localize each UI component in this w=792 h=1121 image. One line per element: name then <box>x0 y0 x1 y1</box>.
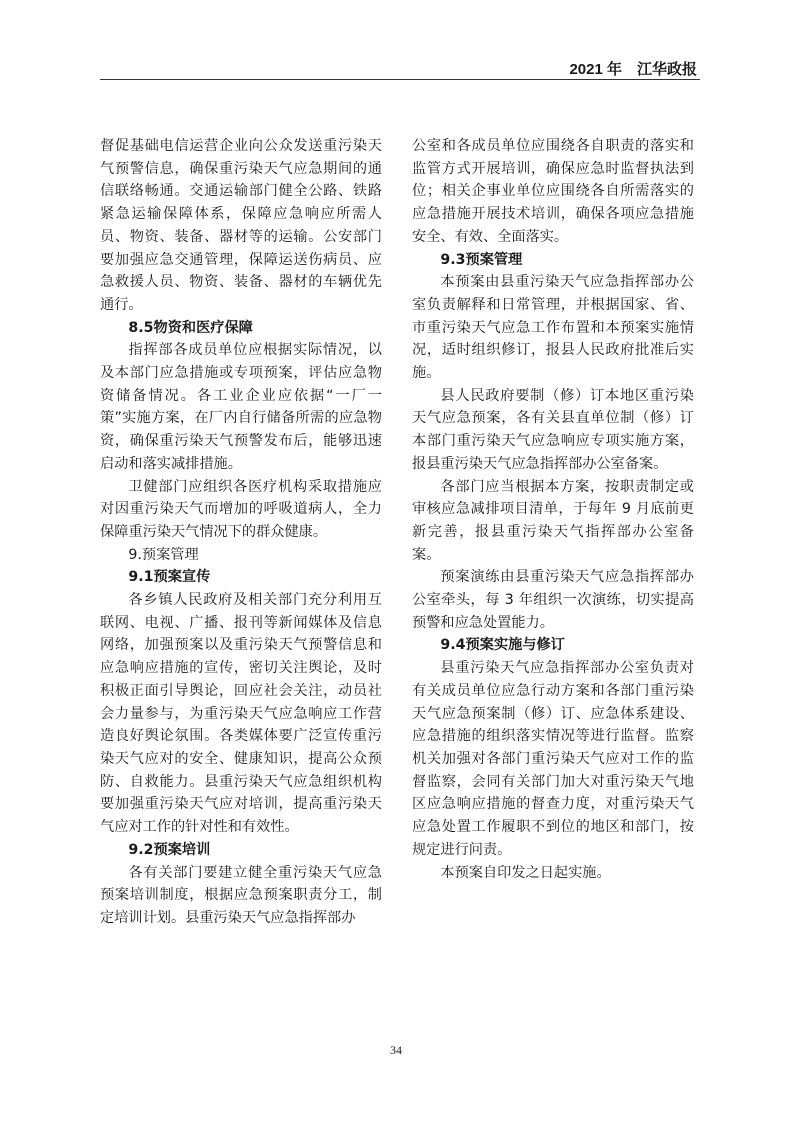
paragraph: 县人民政府要制（修）订本地区重污染天气应急预案，各有关县直单位制（修）订本部门重污染天气应急响应专项实施方案，报县重污染天气应急指挥部办公室备案。 <box>412 387 694 472</box>
section-heading: 9.1预案宣传 <box>128 569 211 586</box>
section-heading: 8.5物资和医疗保障 <box>128 319 253 336</box>
section-heading: 9.2预案培训 <box>128 841 211 858</box>
paragraph: 各有关部门要建立健全重污染天气应急预案培训制度，根据应急预案职责分工，制定培训计划。县重污染天气应急指挥部办 <box>100 864 382 926</box>
header-rule <box>100 79 700 80</box>
section-title: 9.预案管理 <box>128 546 199 563</box>
paragraph: 各乡镇人民政府及相关部门充分利用互联网、电视、广播、报刊等新闻媒体及信息网络，加强预案以及重污染天气预警信息和应急响应措施的宣传，密切关注舆论，及时积极正面引导舆论，回应社会关注，动员社会力量参与，为重污染天气应急响应工作营造良好舆论氛围。各类媒体要广泛宣传重污染天气应对的安全、健康知识，提高公众预防、自救能力。县重污染天气应急组织机构要加强重污染天气应对培训，提高重污染天气应对工作的针对性和有效性。 <box>100 592 382 836</box>
paragraph: 本预案由县重污染天气应急指挥部办公室负责解释和日常管理，并根据国家、省、市重污染天气应急工作布置和本预案实施情况，适时组织修订，报县人民政府批准后实施。 <box>412 274 694 382</box>
right-column <box>412 135 694 884</box>
page-number: 34 <box>390 1043 402 1057</box>
paragraph: 本预案自印发之日起实施。 <box>440 864 611 881</box>
left-column <box>100 135 382 930</box>
header-title: 2021 年 江华政报 <box>569 61 697 78</box>
paragraph: 公室和各成员单位应围绕各自职责的落实和监管方式开展培训，确保应急时监督执法到位；相关企事业单位应围绕各自所需落实的应急措施开展技术培训，确保各项应急措施安全、有效、全面落实。 <box>412 138 694 245</box>
paragraph: 县重污染天气应急指挥部办公室负责对有关成员单位应急行动方案和各部门重污染天气应急预案制（修）订、应急体系建设、应急措施的组织落实情况等进行监督。监察机关加强对各部门重污染天气应对工作的监督监察，会同有关部门加大对重污染天气地区应急响应措施的督查力度，对重污染天气应急处置工作履职不到位的地区和部门，按规定进行问责。 <box>412 660 694 858</box>
paragraph: 督促基础电信运营企业向公众发送重污染天气预警信息，确保重污染天气应急期间的通信联络畅通。交通运输部门健全公路、铁路紧急运输保障体系，保障应急响应所需人员、物资、装备、器材等的运输。公安部门要加强应急交通管理，保障运送伤病员、应急救援人员、物资、装备、器材的车辆优先通行。 <box>100 138 382 313</box>
paragraph: 卫健部门应组织各医疗机构采取措施应对因重污染天气而增加的呼吸道病人，全力保障重污染天气情况下的群众健康。 <box>100 478 382 540</box>
paragraph: 指挥部各成员单位应根据实际情况，以及本部门应急措施或专项预案，评估应急物资储备情况。各工业企业应依据“一厂一策”实施方案，在厂内自行储备所需的应急物资，确保重污染天气预警发布后，能够迅速启动和落实减排措施。 <box>100 342 382 472</box>
page-header <box>0 48 792 78</box>
paragraph: 预案演练由县重污染天气应急指挥部办公室牵头，每 3 年组织一次演练，切实提高预警和应急处置能力。 <box>412 569 694 631</box>
section-heading: 9.3预案管理 <box>440 251 523 268</box>
section-heading: 9.4预案实施与修订 <box>440 637 565 654</box>
paragraph: 各部门应当根据本方案，按职责制定或审核应急减排项目清单，于每年 9 月底前更新完善，报县重污染天气指挥部办公室备案。 <box>412 478 694 563</box>
